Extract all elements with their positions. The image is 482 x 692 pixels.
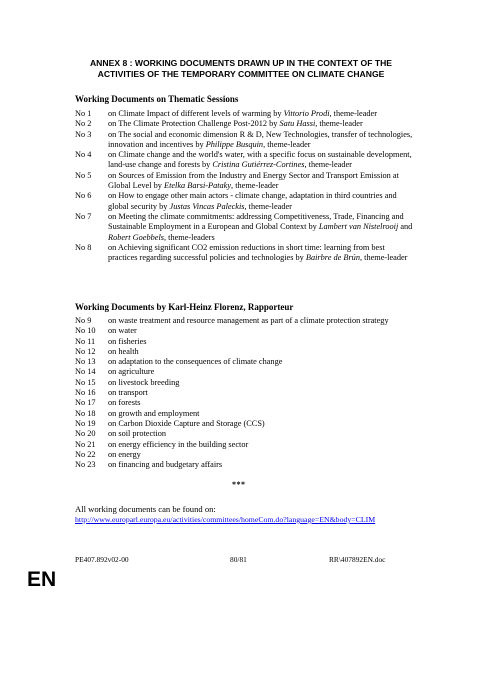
theme-leader-role: , theme-leader bbox=[244, 201, 292, 211]
theme-leader-role: , theme-leader bbox=[263, 139, 311, 149]
theme-leader-name: Etelka Barsi-Pataky bbox=[164, 181, 232, 191]
document-item bbox=[75, 409, 415, 419]
document-item bbox=[75, 367, 415, 377]
document-number: No 16 bbox=[75, 388, 96, 398]
document-description bbox=[108, 150, 415, 171]
document-description: on forests bbox=[108, 398, 141, 408]
document-number: No 20 bbox=[75, 429, 96, 439]
document-item bbox=[75, 326, 415, 336]
document-number: No 3 bbox=[75, 129, 92, 139]
document-description bbox=[108, 171, 415, 192]
document-number: No 19 bbox=[75, 418, 96, 428]
annex-title bbox=[40, 58, 442, 80]
document-item bbox=[75, 337, 415, 347]
document-number: No 7 bbox=[75, 211, 92, 221]
document-number: No 5 bbox=[75, 170, 92, 180]
section-heading-rapporteur: Working Documents by Karl-Heinz Florenz, Rapporteur bbox=[75, 302, 294, 312]
document-item bbox=[75, 429, 415, 439]
document-description: on water bbox=[108, 326, 137, 336]
document-item bbox=[75, 171, 415, 192]
document-description bbox=[108, 109, 415, 119]
document-description bbox=[108, 119, 415, 129]
annex-title-line-1: ANNEX 8 : WORKING DOCUMENTS DRAWN UP IN THE CONTEXT OF THE bbox=[89, 58, 393, 68]
document-subject: on Climate change and the world's water, with a specific focus on sustainable development, land-use change and forests by bbox=[108, 150, 412, 170]
footer-page-number: 80/81 bbox=[230, 555, 247, 564]
document-subject: on Sources of Emission from the Industry and Energy Sector and Transport Emission at Global Level by bbox=[108, 170, 399, 191]
document-item bbox=[75, 388, 415, 398]
theme-leader-role: , theme-leader bbox=[329, 109, 377, 118]
language-code: EN bbox=[27, 568, 57, 591]
document-description: on energy bbox=[108, 449, 141, 459]
document-item bbox=[75, 130, 415, 151]
document-number: No 12 bbox=[75, 346, 96, 356]
theme-leader-role: , theme-leader bbox=[359, 253, 408, 263]
document-description: on fisheries bbox=[108, 336, 147, 346]
theme-leader-name: Lambert van Nistelrooij bbox=[318, 222, 399, 232]
document-subject: on The Climate Protection Challenge Post-2012 by bbox=[108, 119, 280, 129]
theme-leader-name: Bairbre de Brún bbox=[305, 253, 360, 263]
document-description: on adaptation to the consequences of climate change bbox=[108, 357, 283, 367]
document-number: No 2 bbox=[75, 119, 92, 129]
document-number: No 8 bbox=[75, 242, 92, 252]
document-description: on energy efficiency in the building sector bbox=[108, 439, 249, 449]
document-number: No 4 bbox=[75, 150, 92, 160]
documents-link[interactable]: http://www.europarl.europa.eu/activities/committees/homeCom.do?language=EN&body=CLIM bbox=[75, 515, 376, 524]
document-number: No 18 bbox=[75, 408, 96, 418]
document-item bbox=[75, 243, 415, 264]
document-description: on financing and budgetary affairs bbox=[108, 460, 223, 470]
document-number: No 22 bbox=[75, 449, 96, 459]
theme-leader-role: , theme-leader bbox=[304, 160, 352, 170]
theme-leader-name: Philippe Busquin bbox=[205, 139, 264, 149]
document-number: No 14 bbox=[75, 367, 96, 377]
theme-leader-role: , theme-leader bbox=[231, 181, 279, 191]
theme-leader-role: , theme-leaders bbox=[164, 232, 215, 242]
document-number: No 21 bbox=[75, 439, 96, 449]
section-heading-thematic: Working Documents on Thematic Sessions bbox=[75, 94, 239, 104]
document-description bbox=[108, 130, 415, 151]
document-description: on waste treatment and resource management as part of a climate protection strategy bbox=[108, 316, 389, 325]
document-number: No 6 bbox=[75, 191, 92, 201]
availability-note: All working documents can be found on: bbox=[75, 504, 216, 514]
document-subject: on The social and economic dimension R & D, New Technologies, transfer of technologies, innovation and incentives by bbox=[108, 129, 413, 149]
conjunction: and bbox=[398, 222, 413, 232]
document-description bbox=[108, 212, 415, 243]
document-item bbox=[75, 460, 415, 470]
document-description: on soil protection bbox=[108, 429, 167, 439]
document-description: on growth and employment bbox=[108, 408, 200, 418]
document-item bbox=[75, 450, 415, 460]
theme-leader-name: Vittorio Prodi bbox=[283, 109, 330, 118]
document-number: No 11 bbox=[75, 336, 96, 346]
separator-stars: *** bbox=[232, 480, 246, 489]
document-description: on agriculture bbox=[108, 367, 155, 377]
document-item bbox=[75, 109, 415, 119]
document-item bbox=[75, 440, 415, 450]
document-item bbox=[75, 191, 415, 212]
document-number: No 13 bbox=[75, 357, 96, 367]
document-item bbox=[75, 316, 415, 326]
footer-reference: PE407.892v02-00 bbox=[75, 555, 129, 564]
document-item bbox=[75, 378, 415, 388]
theme-leader-name: Robert Goebbels bbox=[108, 232, 164, 242]
document-number: No 23 bbox=[75, 460, 96, 470]
thematic-documents-list bbox=[75, 109, 415, 263]
theme-leader-role: , theme-leader bbox=[315, 119, 363, 129]
document-description: on health bbox=[108, 346, 139, 356]
document-subject: on Climate Impact of different levels of warming by bbox=[108, 109, 284, 118]
document-number: No 10 bbox=[75, 326, 96, 336]
document-item bbox=[75, 419, 415, 429]
rapporteur-documents-list bbox=[75, 316, 415, 470]
document-number: No 15 bbox=[75, 377, 96, 387]
document-subject: on Meeting the climate commitments: addressing Competitiveness, Trade, Financing and Sustainable Employment in a European and Global Context by bbox=[108, 211, 404, 232]
annex-title-line-2: ACTIVITIES OF THE TEMPORARY COMMITTEE ON CLIMATE CHANGE bbox=[97, 69, 385, 79]
document-description: on transport bbox=[108, 388, 148, 398]
document-description: on Carbon Dioxide Capture and Storage (CCS) bbox=[108, 418, 265, 428]
document-subject: on How to engage other main actors - climate change, adaptation in third countries and global security by bbox=[108, 191, 397, 211]
document-number: No 1 bbox=[75, 109, 92, 118]
document-description bbox=[108, 191, 415, 212]
document-item bbox=[75, 347, 415, 357]
document-item bbox=[75, 150, 415, 171]
theme-leader-name: Cristina Gutiérrez-Cortines bbox=[212, 160, 305, 170]
footer-document-name: RR\407892EN.doc bbox=[329, 555, 386, 564]
document-number: No 17 bbox=[75, 398, 96, 408]
document-item bbox=[75, 398, 415, 408]
theme-leader-name: Satu Hassi bbox=[279, 119, 316, 129]
document-description: on livestock breeding bbox=[108, 377, 180, 387]
theme-leader-name: Justas Vincas Paleckis bbox=[169, 201, 245, 211]
document-item bbox=[75, 119, 415, 129]
document-description bbox=[108, 243, 415, 264]
document-item bbox=[75, 212, 415, 243]
document-subject: on Achieving significant CO2 emission reductions in short time: learning from best practices regarding successful policies and technologies by bbox=[108, 242, 385, 263]
document-item bbox=[75, 357, 415, 367]
document-number: No 9 bbox=[75, 316, 92, 325]
